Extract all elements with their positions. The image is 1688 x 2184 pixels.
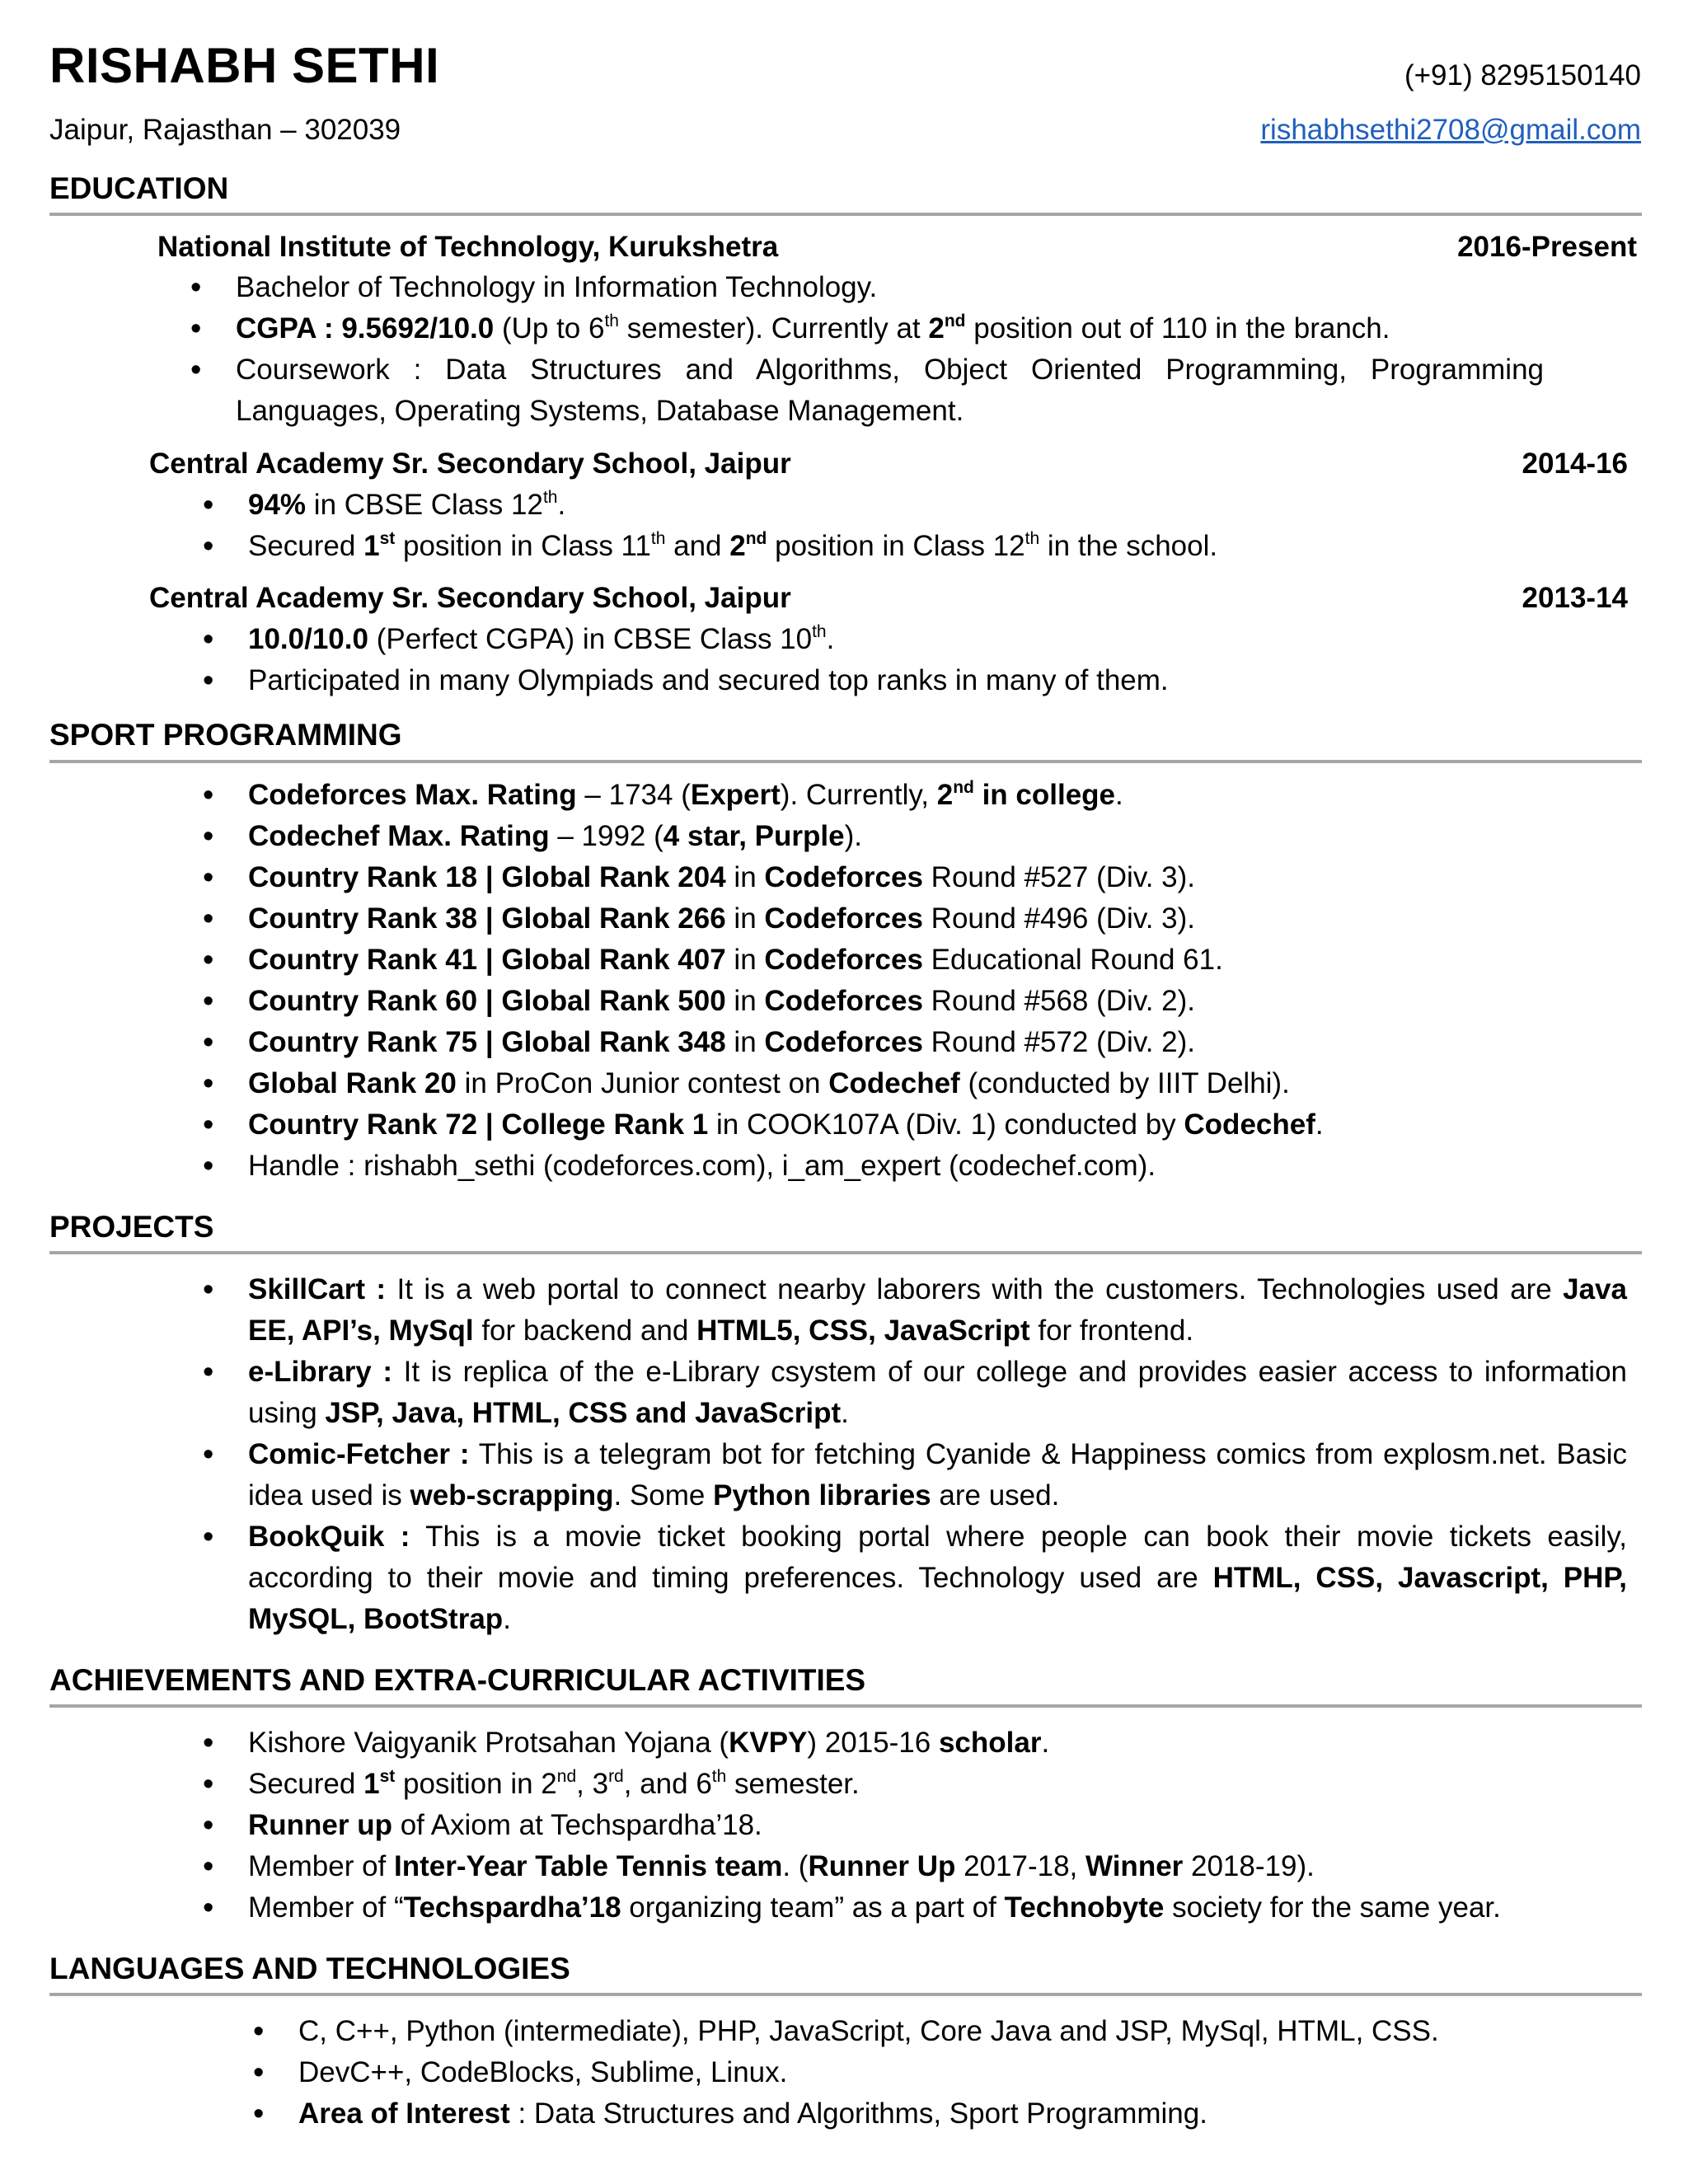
list-item: • Global Rank 20 in ProCon Junior contest on Codechef (conducted by IIIT Delhi). [248,1063,1633,1104]
list-item: • Participated in many Olympiads and secured top ranks in many of them. [248,660,1608,701]
list-item: • Country Rank 72 | College Rank 1 in COOK107A (Div. 1) conducted by Codechef. [248,1104,1633,1146]
list-item: • Secured 1st position in 2nd, 3rd, and 6th semester. [248,1764,1633,1805]
education-dates-12: 2014-16 [1522,448,1628,480]
list-item: • Bachelor of Technology in Information Technology. [236,267,1544,308]
email-link[interactable]: rishabhsethi2708@gmail.com [1260,114,1641,146]
list-item: • 10.0/10.0 (Perfect CGPA) in CBSE Class 10th. [248,619,1608,660]
phone-number: (+91) 8295150140 [1404,59,1641,91]
projects-list [248,1269,1627,1640]
education-school-nit: National Institute of Technology, Kurukshetra [157,231,779,263]
section-divider [49,760,1642,763]
list-item: • Handle : rishabh_sethi (codeforces.com), i_am_expert (codechef.com). [248,1146,1633,1187]
section-title-languages: LANGUAGES AND TECHNOLOGIES [49,1952,570,1985]
education-school12-list [248,485,1608,567]
list-item: • Comic-Fetcher : This is a telegram bot for fetching Cyanide & Happiness comics from explosm.net. Basic idea used is web-scrapping. Some Python libraries are used. [248,1434,1627,1516]
list-item: • Coursework : Data Structures and Algorithms, Object Oriented Programming, Programming Languages, Operating Systems, Database Management. [236,349,1544,432]
list-item: • Country Rank 60 | Global Rank 500 in Codeforces Round #568 (Div. 2). [248,981,1633,1022]
section-title-achievements: ACHIEVEMENTS AND EXTRA-CURRICULAR ACTIVITIES [49,1663,866,1697]
list-item: • Country Rank 18 | Global Rank 204 in Codeforces Round #527 (Div. 3). [248,857,1633,898]
list-item: • Member of “Techspardha’18 organizing team” as a part of Technobyte society for the same year. [248,1887,1633,1929]
sport-programming-list [248,775,1633,1187]
list-item: • Codeforces Max. Rating – 1734 (Expert). Currently, 2nd in college. [248,775,1633,816]
candidate-name: RISHABH SETHI [49,38,440,93]
list-item: • Country Rank 41 | Global Rank 407 in Codeforces Educational Round 61. [248,940,1633,981]
list-item: • Country Rank 38 | Global Rank 266 in Codeforces Round #496 (Div. 3). [248,898,1633,940]
education-school-12: Central Academy Sr. Secondary School, Jaipur [149,448,791,480]
section-divider [49,1993,1642,1996]
list-item: • Area of Interest : Data Structures and Algorithms, Sport Programming. [298,2093,1634,2135]
list-item: • BookQuik : This is a movie ticket booking portal where people can book their movie tickets easily, according to their movie and timing preferences. Technology used are HTML, CSS, Javascript, PHP, MySQL, BootStrap. [248,1516,1627,1640]
list-item: • C, C++, Python (intermediate), PHP, JavaScript, Core Java and JSP, MySql, HTML, CSS. [298,2011,1634,2052]
section-title-sport-programming: SPORT PROGRAMMING [49,718,402,752]
section-title-education: EDUCATION [49,171,229,205]
list-item: • Codechef Max. Rating – 1992 (4 star, Purple). [248,816,1633,857]
section-divider [49,1251,1642,1254]
list-item: • Runner up of Axiom at Techspardha’18. [248,1805,1633,1846]
list-item: • Secured 1st position in Class 11th and 2nd position in Class 12th in the school. [248,526,1608,567]
education-school10-list [248,619,1608,701]
list-item: • DevC++, CodeBlocks, Sublime, Linux. [298,2052,1634,2093]
achievements-list [248,1722,1633,1929]
education-dates-10: 2013-14 [1522,582,1628,614]
section-divider [49,1704,1642,1708]
section-title-projects: PROJECTS [49,1210,214,1244]
list-item: • Country Rank 75 | Global Rank 348 in Codeforces Round #572 (Div. 2). [248,1022,1633,1063]
list-item: • Kishore Vaigyanik Protsahan Yojana (KVPY) 2015-16 scholar. [248,1722,1633,1764]
list-item: • Member of Inter-Year Table Tennis team. (Runner Up 2017-18, Winner 2018-19). [248,1846,1633,1887]
address: Jaipur, Rajasthan – 302039 [49,114,401,146]
languages-list [298,2011,1634,2135]
education-nit-list [236,267,1544,432]
education-dates-nit: 2016-Present [1457,231,1637,263]
list-item: • CGPA : 9.5692/10.0 (Up to 6th semester). Currently at 2nd position out of 110 in the branch. [236,308,1544,349]
list-item: • e-Library : It is replica of the e-Library csystem of our college and provides easier access to information using JSP, Java, HTML, CSS and JavaScript. [248,1352,1627,1434]
list-item: • SkillCart : It is a web portal to connect nearby laborers with the customers. Technologies used are Java EE, API’s, MySql for backend and HTML5, CSS, JavaScript for frontend. [248,1269,1627,1352]
section-divider [49,213,1642,216]
list-item: • 94% in CBSE Class 12th. [248,485,1608,526]
education-school-10: Central Academy Sr. Secondary School, Jaipur [149,582,791,614]
